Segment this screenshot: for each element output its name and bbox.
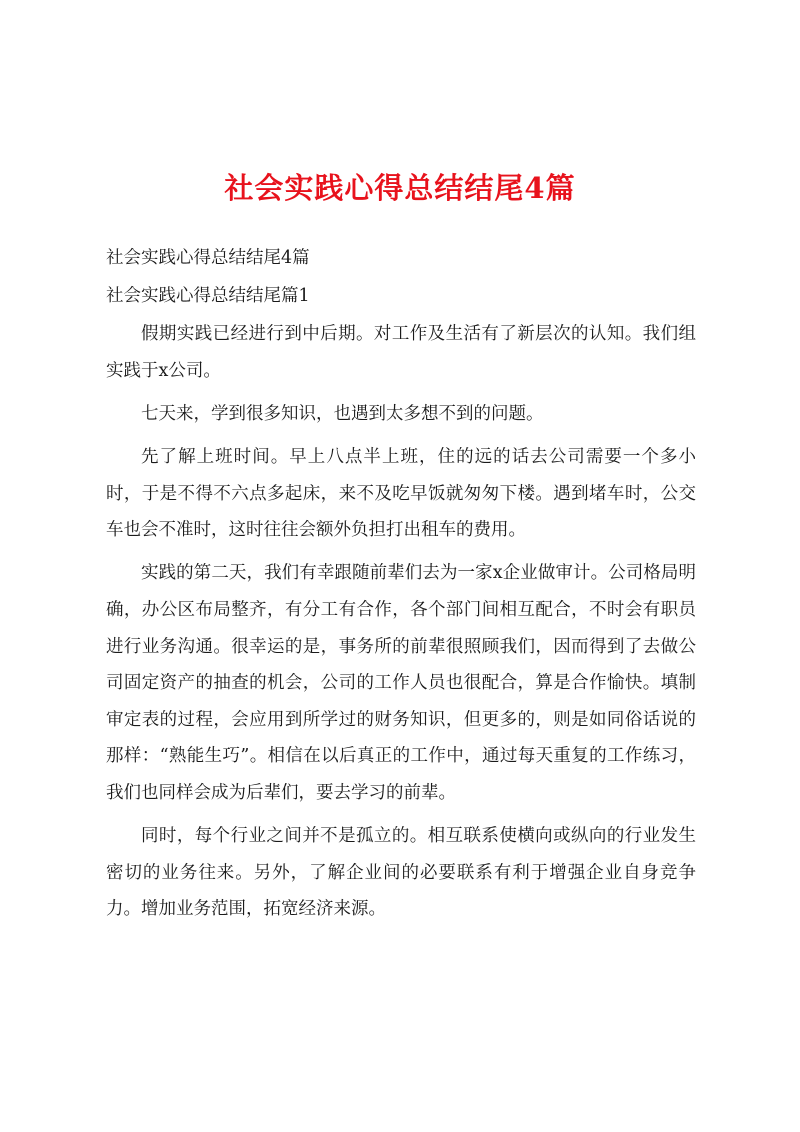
paragraph: 实践的第二天，我们有幸跟随前辈们去为一家x企业做审计。公司格局明确，办公区布局整齐，有分工有合作，各个部门间相互配合，不时会有职员进行业务沟通。很幸运的是，事务所的前辈很照顾我们，因而得到了去做公司固定资产的抽查的机会，公司的工作人员也很配合，算是合作愉快。填制审定表的过程，会应用到所学过的财务知识，但更多的，则是如同俗话说的那样：“熟能生巧”。相信在以后真正的工作中，通过每天重复的工作练习，我们也同样会成为后辈们，要去学习的前辈。: [106, 563, 696, 803]
heading-line: 社会实践心得总结结尾4篇: [106, 248, 310, 268]
paragraph: 先了解上班时间。早上八点半上班，住的远的话去公司需要一个多小时，于是不得不六点多起床，来不及吃早饭就匆匆下楼。遇到堵车时，公交车也会不准时，这时往往会额外负担打出租车的费用。: [106, 446, 696, 541]
section-title: 社会实践心得总结结尾篇1: [106, 285, 310, 306]
paragraph: 七天来，学到很多知识，也遇到太多想不到的问题。: [141, 403, 544, 424]
paragraph: 同时，每个行业之间并不是孤立的。相互联系使横向或纵向的行业发生密切的业务往来。另外，了解企业间的必要联系有利于增强企业自身竞争力。增加业务范围，拓宽经济来源。: [106, 826, 696, 920]
document-title: 社会实践心得总结结尾4篇: [224, 171, 576, 205]
document-body: [106, 240, 696, 934]
paragraph: 假期实践已经进行到中后期。对工作及生活有了新层次的认知。我们组实践于x公司。: [106, 323, 696, 381]
